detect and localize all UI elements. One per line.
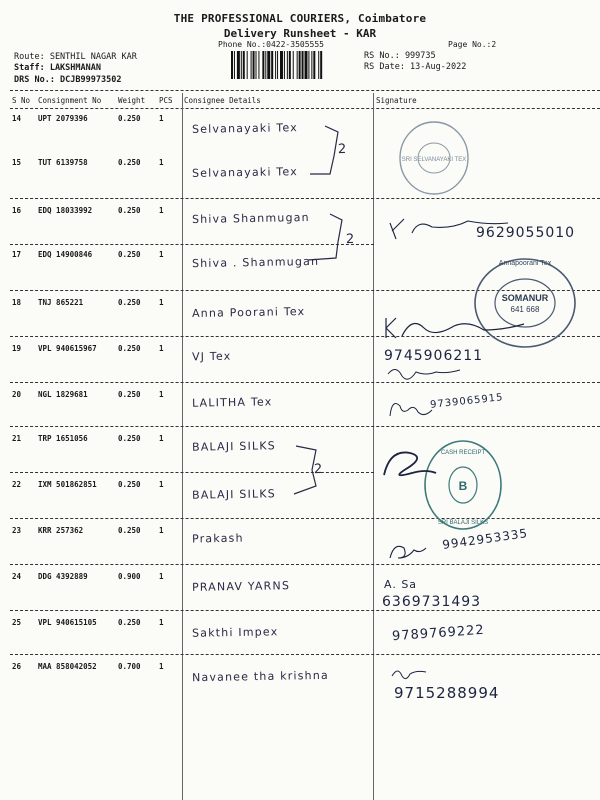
row-sno: 14 [12,114,22,123]
row-consignment-no: UPT 2079396 [38,114,88,123]
signature-row-18 [378,308,528,348]
row-weight: 0.250 [118,250,141,259]
row-pcs: 1 [159,344,164,353]
svg-text:CASH RECEIPT: CASH RECEIPT [440,450,486,456]
row-weight: 0.250 [118,434,141,443]
row-weight: 0.250 [118,618,141,627]
stamp-selvanayaki-seal [396,118,476,198]
column-header-sno: S No [12,96,31,105]
row-sno: 15 [12,158,22,167]
signature-phone-24: 6369731493 [382,594,482,610]
row-weight: 0.250 [118,344,141,353]
row-pcs: 1 [159,434,164,443]
row-divider-partial [10,198,374,199]
row-consignment-no: TNJ 865221 [38,298,84,307]
row-pcs: 1 [159,206,164,215]
row-pcs: 1 [159,390,164,399]
row-sno: 22 [12,480,22,489]
row-sno: 18 [12,298,22,307]
row-consignment-no: VPL 940615105 [38,618,97,627]
row-weight: 0.250 [118,526,141,535]
header-divider-top [10,90,600,91]
row-weight: 0.250 [118,206,141,215]
svg-text:Annapoorani Tex: Annapoorani Tex [498,260,552,267]
header-divider-bottom [10,108,600,109]
row-consignment-no: KRR 257362 [38,526,84,535]
column-header-weight: Weight [118,96,146,105]
row-sno: 17 [12,250,22,259]
row-divider [10,426,600,427]
row-divider [10,610,600,611]
row-consignment-no: EDQ 14900846 [38,250,93,259]
column-header-consignment: Consignment No [38,96,102,105]
column-divider-signature [373,93,374,800]
column-header-signature: Signature [376,96,417,105]
row-pcs: 1 [159,662,164,671]
column-header-pcs: PCS [159,96,173,105]
barcode [231,51,359,79]
row-weight: 0.250 [118,390,141,399]
row-consignment-no: TRP 1651056 [38,434,88,443]
group-count-2: 2 [345,231,356,248]
row-weight: 0.250 [118,480,141,489]
row-pcs: 1 [159,618,164,627]
signature-name-24: A. Sa [384,578,418,591]
route-label: Route: SENTHIL NAGAR KAR [14,52,137,62]
row-consignment-no: IXM 501862851 [38,480,97,489]
row-consignee-handwritten: Navanee tha krishna [191,668,330,685]
row-pcs: 1 [159,114,164,123]
runsheet-subtitle: Delivery Runsheet - KAR [223,27,377,40]
signature-phone-23: 9942953335 [441,526,529,552]
row-pcs: 1 [159,158,164,167]
company-title: THE PROFESSIONAL COURIERS, Coimbatore [173,12,427,25]
svg-text:SRI BALAJI SILKS: SRI BALAJI SILKS [437,520,489,526]
group-count-3: 2 [313,461,324,478]
row-consignment-no: DDG 4392889 [38,572,88,581]
drs-number: DRS No.: DCJB99973502 [14,75,122,85]
row-consignee-handwritten: Anna Poorani Tex [191,305,306,320]
signature-row-23 [386,540,446,570]
row-weight: 0.700 [118,662,141,671]
row-divider [10,518,600,519]
signature-row-19 [386,364,466,384]
signature-row-20 [386,394,436,424]
row-pcs: 1 [159,572,164,581]
column-header-consignee: Consignee Details [184,96,261,105]
row-weight: 0.250 [118,114,141,123]
row-weight: 0.250 [118,158,141,167]
row-consignee-handwritten: Selvanayaki Tex [191,121,298,136]
row-consignee-handwritten: BALAJI SILKS [191,487,277,502]
bracket-mark-1 [300,118,360,178]
row-consignee-handwritten: LALITHA Tex [191,395,273,410]
row-weight: 0.250 [118,298,141,307]
row-consignment-no: VPL 940615967 [38,344,97,353]
row-pcs: 1 [159,526,164,535]
signature-phone-20: 9739065915 [429,392,504,411]
svg-text:B: B [458,479,468,493]
signature-phone-19: 9745906211 [384,348,484,364]
row-sno: 25 [12,618,22,627]
row-sno: 24 [12,572,22,581]
row-pcs: 1 [159,298,164,307]
row-consignment-no: NGL 1829681 [38,390,88,399]
group-count-1: 2 [337,141,348,158]
row-divider [10,654,600,655]
row-consignee-handwritten: Shiva Shanmugan [191,210,310,227]
row-sno: 19 [12,344,22,353]
row-consignment-no: TUT 6139758 [38,158,88,167]
row-consignee-handwritten: VJ Tex [191,349,232,364]
row-pcs: 1 [159,480,164,489]
signature-row-26 [390,664,430,682]
svg-text:SRI SELVANAYAKI TEX: SRI SELVANAYAKI TEX [401,157,467,163]
rs-date: RS Date: 13-Aug-2022 [364,62,467,72]
svg-text:SOMANUR: SOMANUR [501,293,549,303]
row-divider [10,382,600,383]
row-pcs: 1 [159,250,164,259]
phone-number: Phone No.:0422-3505555 [218,40,324,49]
row-weight: 0.900 [118,572,141,581]
rs-number: RS No.: 999735 [364,51,436,61]
row-consignee-handwritten: Selvanayaki Tex [191,165,298,180]
row-sno: 21 [12,434,22,443]
row-consignee-handwritten: BALAJI SILKS [191,439,277,454]
signature-phone-25: 9789769222 [391,622,486,645]
svg-text:641 668: 641 668 [510,305,540,314]
staff-label: Staff: LAKSHMANAN [14,63,101,73]
row-sno: 23 [12,526,22,535]
signature-row-21 [378,445,438,485]
row-consignee-handwritten: Sakthi Impex [191,625,279,640]
row-consignment-no: MAA 858042052 [38,662,97,671]
signature-phone-16: 9629055010 [476,225,576,241]
page-number: Page No.:2 [448,40,497,49]
signature-phone-26: 9715288994 [394,684,500,702]
row-divider [10,564,600,565]
row-sno: 20 [12,390,22,399]
row-consignment-no: EDQ 18033992 [38,206,93,215]
row-sno: 26 [12,662,22,671]
row-consignee-handwritten: PRANAV YARNS [191,579,291,594]
row-consignee-handwritten: Prakash [191,531,244,546]
row-sno: 16 [12,206,22,215]
row-consignee-handwritten: Shiva . Shanmugan [191,254,320,271]
column-divider-consignee [182,93,183,800]
